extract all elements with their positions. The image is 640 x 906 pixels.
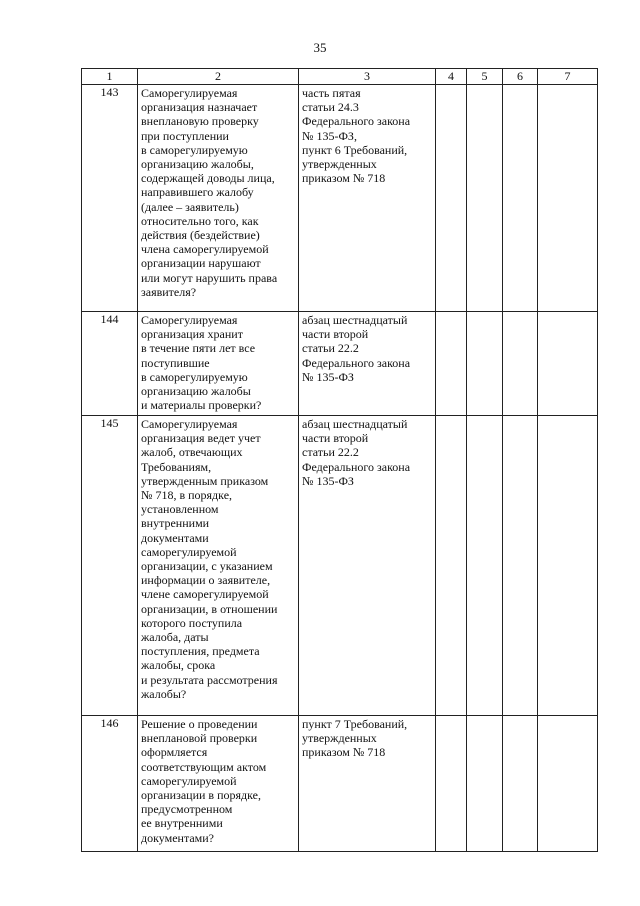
answer-cell [436, 716, 467, 852]
requirement-text: Саморегулируемая организация хранит в течение пяти лет все поступившие в саморегулируемую организацию жалобы и материалы проверки? [141, 313, 262, 413]
answer-cell [503, 85, 538, 312]
note-cell [538, 312, 598, 416]
column-header: 7 [538, 69, 598, 85]
answer-cell [503, 312, 538, 416]
requirement-cell [138, 416, 299, 716]
requirement-cell [138, 312, 299, 416]
note-cell [538, 85, 598, 312]
checklist-table [81, 68, 598, 852]
answer-cell [467, 85, 503, 312]
reference-cell [299, 416, 436, 716]
reference-cell [299, 85, 436, 312]
answer-cell [503, 716, 538, 852]
reference-cell [299, 716, 436, 852]
column-header: 2 [138, 69, 299, 85]
answer-cell [436, 416, 467, 716]
note-cell [538, 416, 598, 716]
requirement-text: Саморегулируемая организация ведет учет жалоб, отвечающих Требованиям, утвержденным приказом № 718, в порядке, установленном внутренними документами саморегулируемой организации, с указанием информации о заявителе, члене саморегулируемой организации, в отношении которого поступила жалоба, даты поступления, предмета жалобы, срока и результата рассмотрения жалобы? [141, 417, 278, 701]
reference-text: абзац шестнадцатый части второй статьи 22.2 Федерального закона № 135-ФЗ [302, 417, 411, 488]
row-number: 143 [82, 85, 138, 312]
page-number: 35 [313, 40, 327, 55]
reference-text: часть пятая статьи 24.3 Федерального закона № 135-ФЗ, пункт 6 Требований, утвержденных приказом № 718 [302, 86, 411, 186]
answer-cell [436, 312, 467, 416]
column-header: 4 [436, 69, 467, 85]
requirement-cell [138, 85, 299, 312]
reference-text: абзац шестнадцатый части второй статьи 22.2 Федерального закона № 135-ФЗ [302, 313, 411, 384]
answer-cell [467, 312, 503, 416]
table-row [82, 716, 598, 852]
row-number: 146 [82, 716, 138, 852]
answer-cell [436, 85, 467, 312]
table-row [82, 312, 598, 416]
row-number: 144 [82, 312, 138, 416]
column-header: 5 [467, 69, 503, 85]
requirement-text: Решение о проведении внеплановой проверки оформляется соответствующим актом саморегулируемой организации в порядке, предусмотренном ее внутренними документами? [141, 717, 267, 845]
table-row [82, 85, 598, 312]
answer-cell [503, 416, 538, 716]
requirement-text: Саморегулируемая организация назначает внеплановую проверку при поступлении в саморегулируемую организацию жалобы, содержащей доводы лица, направившего жалобу (далее – заявитель) относительно того, как действия (бездействие) члена саморегулируемой организации нарушают или могут нарушить права заявителя? [141, 86, 278, 299]
table-row [82, 416, 598, 716]
column-header: 6 [503, 69, 538, 85]
column-header: 1 [82, 69, 138, 85]
column-header: 3 [299, 69, 436, 85]
row-number: 145 [82, 416, 138, 716]
reference-text: пункт 7 Требований, утвержденных приказом № 718 [302, 717, 408, 760]
answer-cell [467, 716, 503, 852]
requirement-cell [138, 716, 299, 852]
reference-cell [299, 312, 436, 416]
note-cell [538, 716, 598, 852]
table-header-row [82, 69, 598, 85]
answer-cell [467, 416, 503, 716]
